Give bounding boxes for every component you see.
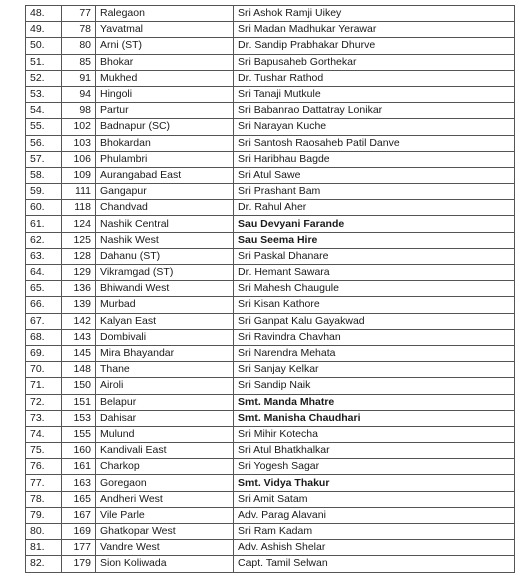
- constituency-number-cell: 136: [62, 281, 96, 297]
- table-row: [26, 443, 515, 459]
- constituency-number-cell: 77: [62, 6, 96, 22]
- serial-number-cell: 55.: [26, 119, 62, 135]
- constituency-number-cell: 102: [62, 119, 96, 135]
- candidate-name-cell: Sri Tanaji Mutkule: [234, 86, 515, 102]
- candidate-name-cell: Sri Mihir Kotecha: [234, 426, 515, 442]
- candidate-name-cell: Sri Ram Kadam: [234, 524, 515, 540]
- table-row: [26, 265, 515, 281]
- constituency-number-cell: 129: [62, 265, 96, 281]
- table-row: [26, 410, 515, 426]
- table-row: [26, 167, 515, 183]
- table-row: [26, 119, 515, 135]
- table-row: [26, 86, 515, 102]
- serial-number-cell: 81.: [26, 540, 62, 556]
- serial-number-cell: 70.: [26, 362, 62, 378]
- constituency-name-cell: Sion Koliwada: [96, 556, 234, 572]
- constituency-name-cell: Vile Parle: [96, 507, 234, 523]
- serial-number-cell: 74.: [26, 426, 62, 442]
- constituency-number-cell: 143: [62, 329, 96, 345]
- serial-number-cell: 62.: [26, 232, 62, 248]
- constituency-name-cell: Murbad: [96, 297, 234, 313]
- serial-number-cell: 66.: [26, 297, 62, 313]
- constituency-name-cell: Partur: [96, 103, 234, 119]
- constituency-number-cell: 85: [62, 54, 96, 70]
- constituency-number-cell: 78: [62, 22, 96, 38]
- candidate-name-cell: Sri Narendra Mehata: [234, 345, 515, 361]
- serial-number-cell: 60.: [26, 200, 62, 216]
- candidate-name-cell: Adv. Parag Alavani: [234, 507, 515, 523]
- candidates-table: [25, 5, 515, 573]
- constituency-name-cell: Mukhed: [96, 70, 234, 86]
- constituency-number-cell: 150: [62, 378, 96, 394]
- serial-number-cell: 68.: [26, 329, 62, 345]
- candidate-name-cell: Capt. Tamil Selwan: [234, 556, 515, 572]
- candidate-name-cell: Dr. Tushar Rathod: [234, 70, 515, 86]
- constituency-name-cell: Vandre West: [96, 540, 234, 556]
- constituency-number-cell: 169: [62, 524, 96, 540]
- serial-number-cell: 76.: [26, 459, 62, 475]
- serial-number-cell: 50.: [26, 38, 62, 54]
- candidate-name-cell: Sri Mahesh Chaugule: [234, 281, 515, 297]
- constituency-number-cell: 109: [62, 167, 96, 183]
- constituency-name-cell: Andheri West: [96, 491, 234, 507]
- table-row: [26, 216, 515, 232]
- constituency-name-cell: Bhokardan: [96, 135, 234, 151]
- table-row: [26, 378, 515, 394]
- constituency-number-cell: 167: [62, 507, 96, 523]
- constituency-number-cell: 179: [62, 556, 96, 572]
- constituency-number-cell: 103: [62, 135, 96, 151]
- constituency-name-cell: Vikramgad (ST): [96, 265, 234, 281]
- table-row: [26, 22, 515, 38]
- constituency-number-cell: 125: [62, 232, 96, 248]
- serial-number-cell: 54.: [26, 103, 62, 119]
- constituency-number-cell: 165: [62, 491, 96, 507]
- constituency-number-cell: 148: [62, 362, 96, 378]
- constituency-name-cell: Airoli: [96, 378, 234, 394]
- constituency-name-cell: Chandvad: [96, 200, 234, 216]
- serial-number-cell: 56.: [26, 135, 62, 151]
- table-row: [26, 507, 515, 523]
- constituency-number-cell: 98: [62, 103, 96, 119]
- serial-number-cell: 58.: [26, 167, 62, 183]
- candidate-name-cell: Sri Kisan Kathore: [234, 297, 515, 313]
- table-row: [26, 200, 515, 216]
- serial-number-cell: 63.: [26, 248, 62, 264]
- candidate-name-cell: Smt. Manisha Chaudhari: [234, 410, 515, 426]
- constituency-number-cell: 128: [62, 248, 96, 264]
- constituency-name-cell: Charkop: [96, 459, 234, 475]
- serial-number-cell: 48.: [26, 6, 62, 22]
- table-row: [26, 475, 515, 491]
- candidate-name-cell: Sri Babanrao Dattatray Lonikar: [234, 103, 515, 119]
- constituency-name-cell: Nashik West: [96, 232, 234, 248]
- table-row: [26, 184, 515, 200]
- constituency-name-cell: Badnapur (SC): [96, 119, 234, 135]
- serial-number-cell: 64.: [26, 265, 62, 281]
- table-row: [26, 524, 515, 540]
- constituency-number-cell: 177: [62, 540, 96, 556]
- table-row: [26, 394, 515, 410]
- constituency-name-cell: Bhiwandi West: [96, 281, 234, 297]
- constituency-name-cell: Thane: [96, 362, 234, 378]
- candidate-name-cell: Sri Ganpat Kalu Gayakwad: [234, 313, 515, 329]
- constituency-number-cell: 139: [62, 297, 96, 313]
- table-row: [26, 54, 515, 70]
- constituency-number-cell: 80: [62, 38, 96, 54]
- serial-number-cell: 82.: [26, 556, 62, 572]
- constituency-number-cell: 142: [62, 313, 96, 329]
- constituency-name-cell: Kandivali East: [96, 443, 234, 459]
- constituency-name-cell: Nashik Central: [96, 216, 234, 232]
- table-row: [26, 232, 515, 248]
- candidate-name-cell: Dr. Hemant Sawara: [234, 265, 515, 281]
- serial-number-cell: 79.: [26, 507, 62, 523]
- table-row: [26, 70, 515, 86]
- candidate-name-cell: Sri Bapusaheb Gorthekar: [234, 54, 515, 70]
- serial-number-cell: 73.: [26, 410, 62, 426]
- candidate-name-cell: Sau Devyani Farande: [234, 216, 515, 232]
- constituency-number-cell: 94: [62, 86, 96, 102]
- candidate-name-cell: Sri Ashok Ramji Uikey: [234, 6, 515, 22]
- serial-number-cell: 71.: [26, 378, 62, 394]
- constituency-number-cell: 124: [62, 216, 96, 232]
- candidate-name-cell: Sri Amit Satam: [234, 491, 515, 507]
- candidate-name-cell: Sri Paskal Dhanare: [234, 248, 515, 264]
- constituency-name-cell: Aurangabad East: [96, 167, 234, 183]
- table-row: [26, 103, 515, 119]
- serial-number-cell: 67.: [26, 313, 62, 329]
- table-row: [26, 248, 515, 264]
- constituency-number-cell: 155: [62, 426, 96, 442]
- constituency-name-cell: Dahanu (ST): [96, 248, 234, 264]
- constituency-name-cell: Belapur: [96, 394, 234, 410]
- table-row: [26, 297, 515, 313]
- serial-number-cell: 51.: [26, 54, 62, 70]
- candidate-name-cell: Sri Madan Madhukar Yerawar: [234, 22, 515, 38]
- constituency-name-cell: Hingoli: [96, 86, 234, 102]
- candidate-name-cell: Sri Haribhau Bagde: [234, 151, 515, 167]
- constituency-name-cell: Mulund: [96, 426, 234, 442]
- candidate-name-cell: Sri Yogesh Sagar: [234, 459, 515, 475]
- candidate-name-cell: Sri Santosh Raosaheb Patil Danve: [234, 135, 515, 151]
- candidate-name-cell: Sri Ravindra Chavhan: [234, 329, 515, 345]
- table-row: [26, 491, 515, 507]
- constituency-number-cell: 160: [62, 443, 96, 459]
- table-row: [26, 459, 515, 475]
- constituency-name-cell: Mira Bhayandar: [96, 345, 234, 361]
- constituency-name-cell: Bhokar: [96, 54, 234, 70]
- serial-number-cell: 61.: [26, 216, 62, 232]
- table-row: [26, 135, 515, 151]
- serial-number-cell: 77.: [26, 475, 62, 491]
- table-row: [26, 426, 515, 442]
- constituency-name-cell: Ghatkopar West: [96, 524, 234, 540]
- candidate-name-cell: Sri Sanjay Kelkar: [234, 362, 515, 378]
- constituency-name-cell: Kalyan East: [96, 313, 234, 329]
- candidate-name-cell: Sri Narayan Kuche: [234, 119, 515, 135]
- constituency-number-cell: 145: [62, 345, 96, 361]
- constituency-name-cell: Phulambri: [96, 151, 234, 167]
- serial-number-cell: 53.: [26, 86, 62, 102]
- table-row: [26, 6, 515, 22]
- candidate-name-cell: Sau Seema Hire: [234, 232, 515, 248]
- constituency-number-cell: 118: [62, 200, 96, 216]
- candidate-name-cell: Sri Atul Bhatkhalkar: [234, 443, 515, 459]
- table-row: [26, 38, 515, 54]
- serial-number-cell: 65.: [26, 281, 62, 297]
- serial-number-cell: 52.: [26, 70, 62, 86]
- candidate-name-cell: Sri Atul Sawe: [234, 167, 515, 183]
- constituency-number-cell: 161: [62, 459, 96, 475]
- table-row: [26, 556, 515, 572]
- candidates-table-body: [26, 6, 515, 573]
- serial-number-cell: 49.: [26, 22, 62, 38]
- constituency-name-cell: Ralegaon: [96, 6, 234, 22]
- constituency-number-cell: 91: [62, 70, 96, 86]
- candidate-name-cell: Smt. Vidya Thakur: [234, 475, 515, 491]
- serial-number-cell: 59.: [26, 184, 62, 200]
- serial-number-cell: 80.: [26, 524, 62, 540]
- candidate-name-cell: Dr. Sandip Prabhakar Dhurve: [234, 38, 515, 54]
- constituency-name-cell: Dahisar: [96, 410, 234, 426]
- constituency-name-cell: Gangapur: [96, 184, 234, 200]
- constituency-name-cell: Yavatmal: [96, 22, 234, 38]
- candidate-name-cell: Smt. Manda Mhatre: [234, 394, 515, 410]
- constituency-name-cell: Dombivali: [96, 329, 234, 345]
- serial-number-cell: 75.: [26, 443, 62, 459]
- table-row: [26, 281, 515, 297]
- table-row: [26, 345, 515, 361]
- constituency-number-cell: 153: [62, 410, 96, 426]
- candidate-name-cell: Sri Prashant Bam: [234, 184, 515, 200]
- serial-number-cell: 72.: [26, 394, 62, 410]
- constituency-number-cell: 111: [62, 184, 96, 200]
- candidate-name-cell: Adv. Ashish Shelar: [234, 540, 515, 556]
- constituency-name-cell: Arni (ST): [96, 38, 234, 54]
- table-row: [26, 151, 515, 167]
- table-row: [26, 540, 515, 556]
- constituency-number-cell: 106: [62, 151, 96, 167]
- serial-number-cell: 78.: [26, 491, 62, 507]
- constituency-name-cell: Goregaon: [96, 475, 234, 491]
- candidate-name-cell: Sri Sandip Naik: [234, 378, 515, 394]
- table-row: [26, 362, 515, 378]
- candidate-name-cell: Dr. Rahul Aher: [234, 200, 515, 216]
- constituency-number-cell: 151: [62, 394, 96, 410]
- table-row: [26, 313, 515, 329]
- serial-number-cell: 57.: [26, 151, 62, 167]
- constituency-number-cell: 163: [62, 475, 96, 491]
- serial-number-cell: 69.: [26, 345, 62, 361]
- table-row: [26, 329, 515, 345]
